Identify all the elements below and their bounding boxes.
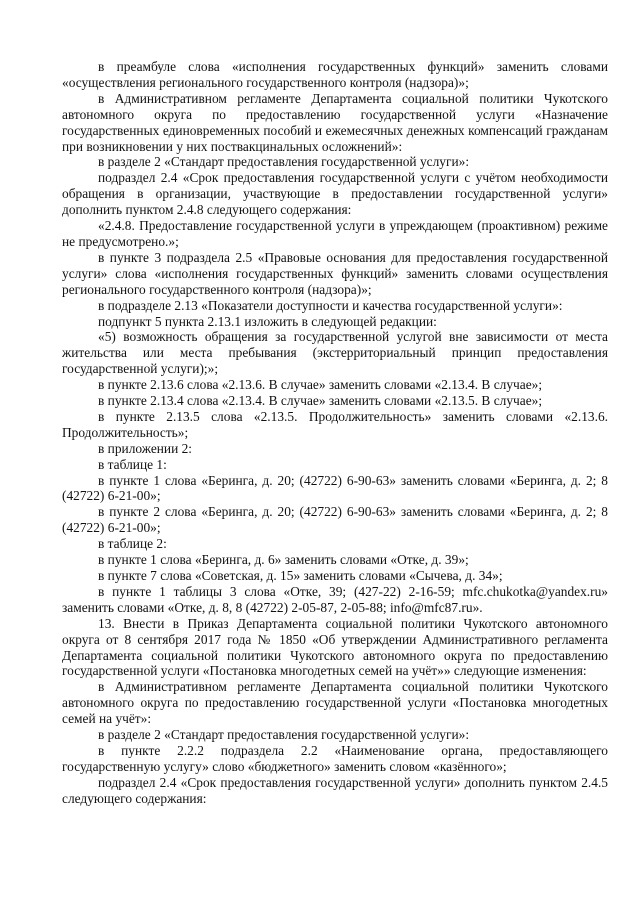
paragraph-table-2: в таблице 2: bbox=[98, 536, 167, 552]
paragraph-2-13-6: в пункте 2.13.6 слова «2.13.6. В случае» заменить словами «2.13.4. В случае»; bbox=[98, 377, 543, 393]
paragraph-subitem-5: подпункт 5 пункта 2.13.1 изложить в следующей редакции: bbox=[98, 313, 437, 329]
document-page bbox=[62, 59, 608, 807]
paragraph-subsection-2-4-second: подраздел 2.4 «Срок предоставления государственной услуги» дополнить пунктом 2.4.5 следующего содержания: bbox=[62, 774, 608, 806]
paragraph-subsection-2-4: подраздел 2.4 «Срок предоставления государственной услуги с учётом необходимости обращения в организации, участвующие в предоставлении государственной услуги» дополнить пунктом 2.4.8 следующего содержания: bbox=[62, 170, 608, 218]
paragraph-appendix-2: в приложении 2: bbox=[98, 440, 193, 456]
paragraph-admin-regulation: в Административном регламенте Департамента социальной политики Чукотского автономного округа по предоставлению государственной услуги «Назначение государственных единовременных пособий и ежемесячных денежных компенсаций гражданам при возникновении у них поствакцинальных осложнений»: bbox=[62, 90, 608, 154]
paragraph-section-2: в разделе 2 «Стандарт предоставления государственной услуги»: bbox=[98, 154, 470, 170]
paragraph-2-13-4: в пункте 2.13.4 слова «2.13.4. В случае» заменить словами «2.13.5. В случае»; bbox=[98, 393, 543, 409]
paragraph-table-2-item-1: в пункте 1 слова «Беринга, д. 6» заменить словами «Отке, д. 39»; bbox=[98, 552, 469, 568]
paragraph-quote-5: «5) возможность обращения за государственной услугой вне зависимости от места жительства или места пребывания (экстерриториальный принцип предоставления государственной услуги);»; bbox=[62, 329, 608, 377]
paragraph-subsection-2-5: в пункте 3 подраздела 2.5 «Правовые основания для предоставления государственной услуги» слова «исполнения государственных функций» заменить словами осуществления регионального государственного контроля (надзора)»; bbox=[62, 249, 608, 297]
paragraph-2-2-2: в пункте 2.2.2 подраздела 2.2 «Наименование органа, предоставляющего государственную услугу» слово «бюджетного» заменить словом «казённого»; bbox=[62, 742, 608, 774]
paragraph-table-1: в таблице 1: bbox=[98, 456, 167, 472]
paragraph-2-4-8: «2.4.8. Предоставление государственной услуги в упреждающем (проактивном) режиме не предусмотрено.»; bbox=[62, 218, 608, 249]
paragraph-table-3-item-1: в пункте 1 таблицы 3 слова «Отке, 39; (427-22) 2-16-59; mfc.chukotka@yandex.ru» заменить словами «Отке, д. 8, 8 (42722) 2-05-87, 2-05-88; info@mfc87.ru». bbox=[62, 583, 608, 615]
paragraph-2-13-5: в пункте 2.13.5 слова «2.13.5. Продолжительность» заменить словами «2.13.6. Продолжительность»; bbox=[62, 408, 608, 440]
paragraph-section-2-second: в разделе 2 «Стандарт предоставления государственной услуги»: bbox=[98, 727, 470, 743]
paragraph-table-1-item-1: в пункте 1 слова «Беринга, д. 20; (42722) 6-90-63» заменить словами «Беринга, д. 2; 8 (42722) 6-21-00»; bbox=[62, 472, 608, 504]
paragraph-preamble: в преамбуле слова «исполнения государственных функций» заменить словами «осуществления регионального государственного контроля (надзора)»; bbox=[62, 59, 608, 90]
paragraph-large-families-regulation: в Административном регламенте Департамента социальной политики Чукотского автономного округа по предоставлению государственной услуги «Постановка многодетных семей на учёт»: bbox=[62, 679, 608, 727]
paragraph-item-13: 13. Внести в Приказ Департамента социальной политики Чукотского автономного округа от 8 сентября 2017 года № 1850 «Об утверждении Административного регламента Департамента социальной политики Чукотского автономного округа по предоставлению государственной услуги «Постановка многодетных семей на учёт»» следующие изменения: bbox=[62, 615, 608, 679]
paragraph-subsection-2-13: в подразделе 2.13 «Показатели доступности и качества государственной услуги»: bbox=[98, 297, 563, 313]
paragraph-table-1-item-2: в пункте 2 слова «Беринга, д. 20; (42722) 6-90-63» заменить словами «Беринга, д. 2; 8 (42722) 6-21-00»; bbox=[62, 504, 608, 536]
paragraph-table-2-item-7: в пункте 7 слова «Советская, д. 15» заменить словами «Сычева, д. 34»; bbox=[98, 568, 503, 583]
